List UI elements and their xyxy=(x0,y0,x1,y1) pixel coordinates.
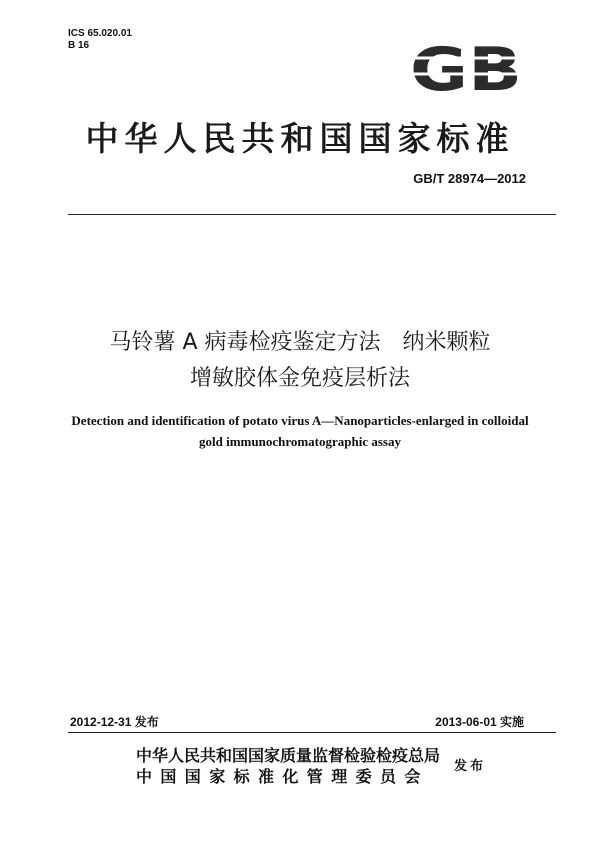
publish-label: 发布 xyxy=(454,759,487,774)
title-zh-line-1: 马铃薯 A 病毒检疫鉴定方法 纳米颗粒 xyxy=(109,330,491,355)
issue-date: 2012-12-31 发布 xyxy=(70,715,159,729)
top-divider xyxy=(68,214,556,215)
gb-logo xyxy=(408,40,524,96)
gb-logo-lettering: GB xyxy=(410,40,522,96)
issuer-aqsiq: 中华人民共和国国家质量监督检验检疫总局 xyxy=(136,746,441,765)
title-en-line-2: gold immunochromatographic assay xyxy=(199,434,401,449)
ics-code: ICS 65.020.01 xyxy=(68,28,132,39)
classification-codes xyxy=(68,28,132,52)
standard-number: GB/T 28974—2012 xyxy=(413,171,526,186)
document-title-chinese xyxy=(0,325,600,397)
document-title-english xyxy=(60,410,540,452)
standard-title: 中华人民共和国国家标准 xyxy=(85,119,515,158)
implementation-date: 2013-06-01 实施 xyxy=(435,715,524,729)
bottom-divider xyxy=(68,732,556,733)
title-zh-line-2: 增敏胶体金免疫层析法 xyxy=(189,366,410,391)
ccs-code: B 16 xyxy=(68,40,90,51)
title-en-line-1: Detection and identification of potato virus A—Nanoparticles-enlarged in colloidal xyxy=(71,413,529,428)
issuer-sac: 中国国家标准化管理委员会 xyxy=(136,767,429,786)
issuing-authorities xyxy=(136,745,440,787)
